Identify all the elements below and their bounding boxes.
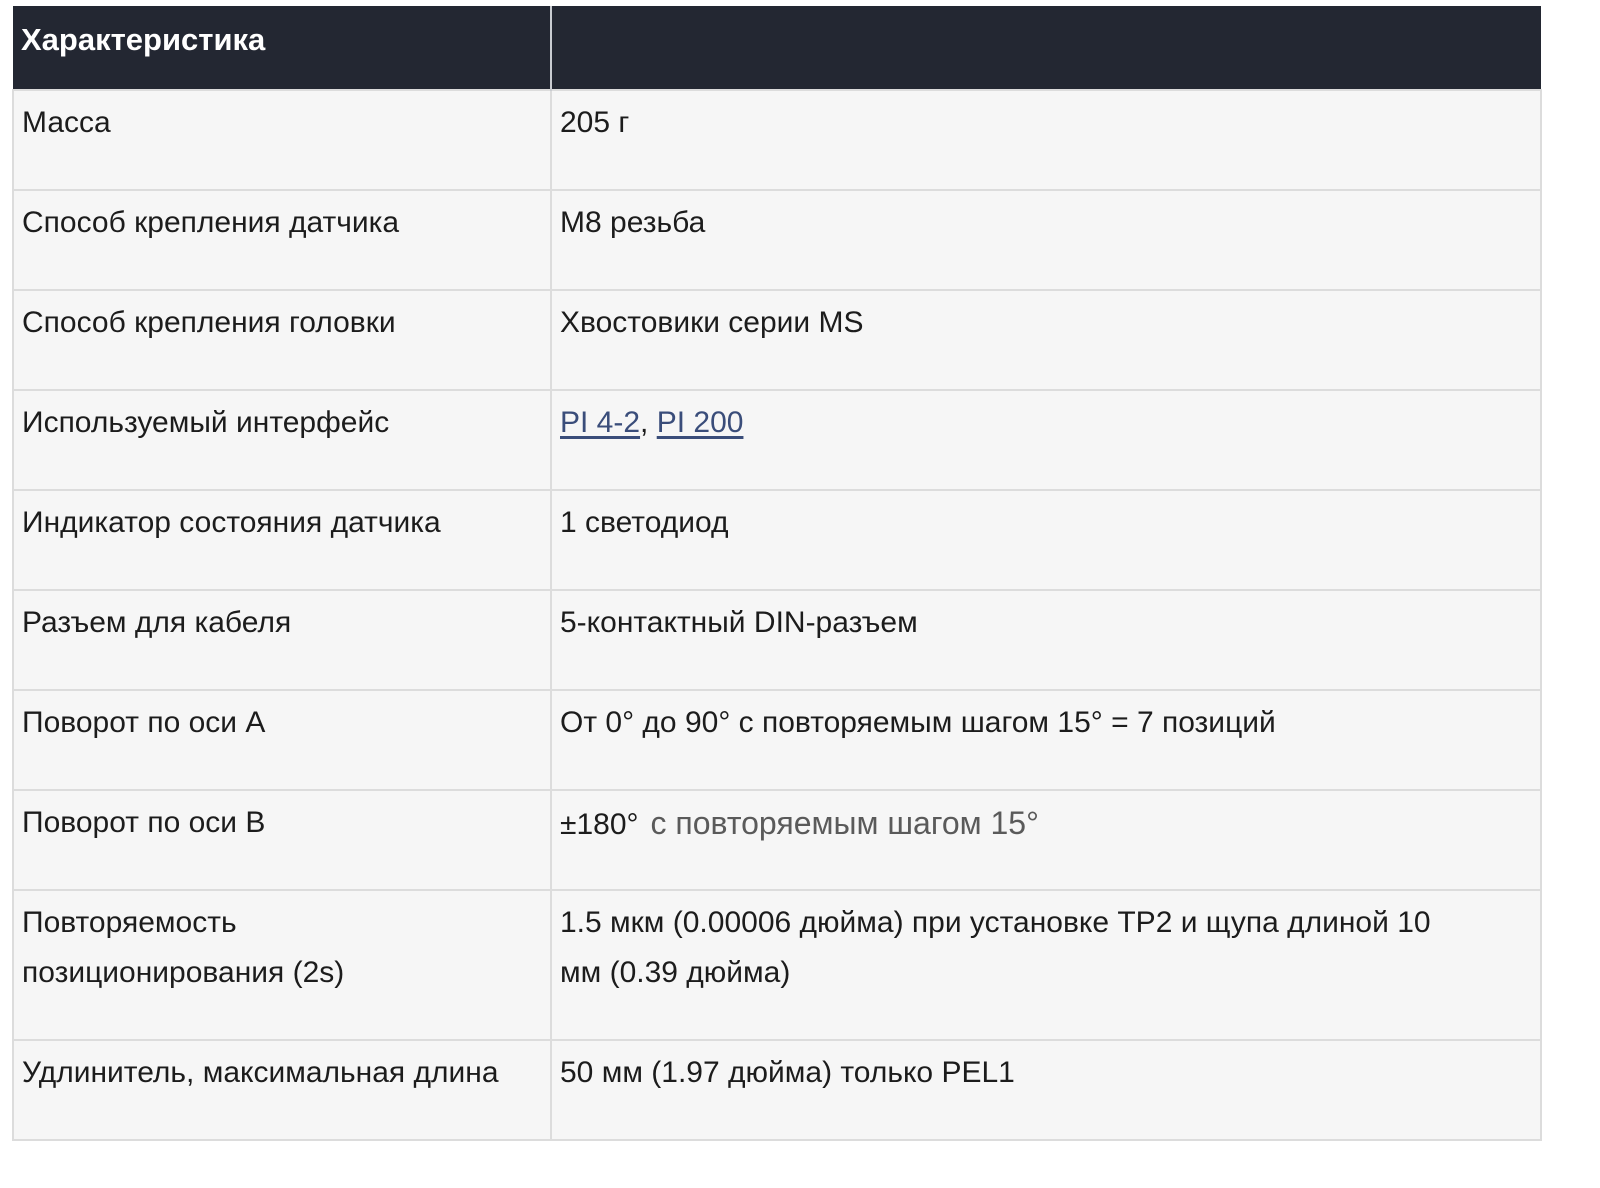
- row-value: 5-контактный DIN-разъем: [551, 590, 1541, 690]
- row-label: Поворот по оси А: [13, 690, 551, 790]
- row-label-line: позиционирования (2s): [22, 956, 345, 989]
- row-value: 1 светодиод: [551, 490, 1541, 590]
- row-label: Способ крепления головки: [13, 290, 551, 390]
- table-header-row: [13, 6, 1541, 90]
- row-label: Поворот по оси В: [13, 790, 551, 890]
- row-label: Используемый интерфейс: [13, 390, 551, 490]
- row-value-tail: с повторяемым шагом 15°: [650, 805, 1039, 841]
- row-label: Индикатор состояния датчика: [13, 490, 551, 590]
- table-row: [13, 190, 1541, 290]
- link-separator: ,: [640, 406, 657, 439]
- row-value-line: 1.5 мкм (0.00006 дюйма) при установке TP2 и щупа длиной 10: [560, 906, 1431, 939]
- spec-table: [12, 6, 1542, 1141]
- row-label: [13, 890, 551, 1040]
- interface-link-pi-200[interactable]: PI 200: [656, 406, 744, 439]
- row-value-main: ±180°: [560, 808, 639, 841]
- row-label-line: Повторяемость: [22, 906, 237, 939]
- row-value: [551, 790, 1541, 890]
- row-value-line: мм (0.39 дюйма): [560, 956, 791, 989]
- row-value: От 0° до 90° с повторяемым шагом 15° = 7 позиций: [551, 690, 1541, 790]
- row-label: Разъем для кабеля: [13, 590, 551, 690]
- row-value: 50 мм (1.97 дюйма) только PEL1: [551, 1040, 1541, 1140]
- table-row: [13, 490, 1541, 590]
- row-value: [551, 390, 1541, 490]
- header-characteristic: Характеристика: [13, 6, 551, 90]
- table-row: [13, 890, 1541, 1040]
- table-row: [13, 290, 1541, 390]
- table-row: [13, 590, 1541, 690]
- table-row: [13, 1040, 1541, 1140]
- row-value: Хвостовики серии MS: [551, 290, 1541, 390]
- row-label: Удлинитель, максимальная длина: [13, 1040, 551, 1140]
- table-row: [13, 690, 1541, 790]
- row-label: Способ крепления датчика: [13, 190, 551, 290]
- table-row: [13, 790, 1541, 890]
- row-value: 205 г: [551, 90, 1541, 190]
- row-label: Масса: [13, 90, 551, 190]
- interface-link-pi-4-2[interactable]: PI 4-2: [560, 406, 641, 439]
- table-row: [13, 390, 1541, 490]
- table-row: [13, 90, 1541, 190]
- row-value: [551, 890, 1541, 1040]
- header-value: [551, 6, 1541, 90]
- row-value: M8 резьба: [551, 190, 1541, 290]
